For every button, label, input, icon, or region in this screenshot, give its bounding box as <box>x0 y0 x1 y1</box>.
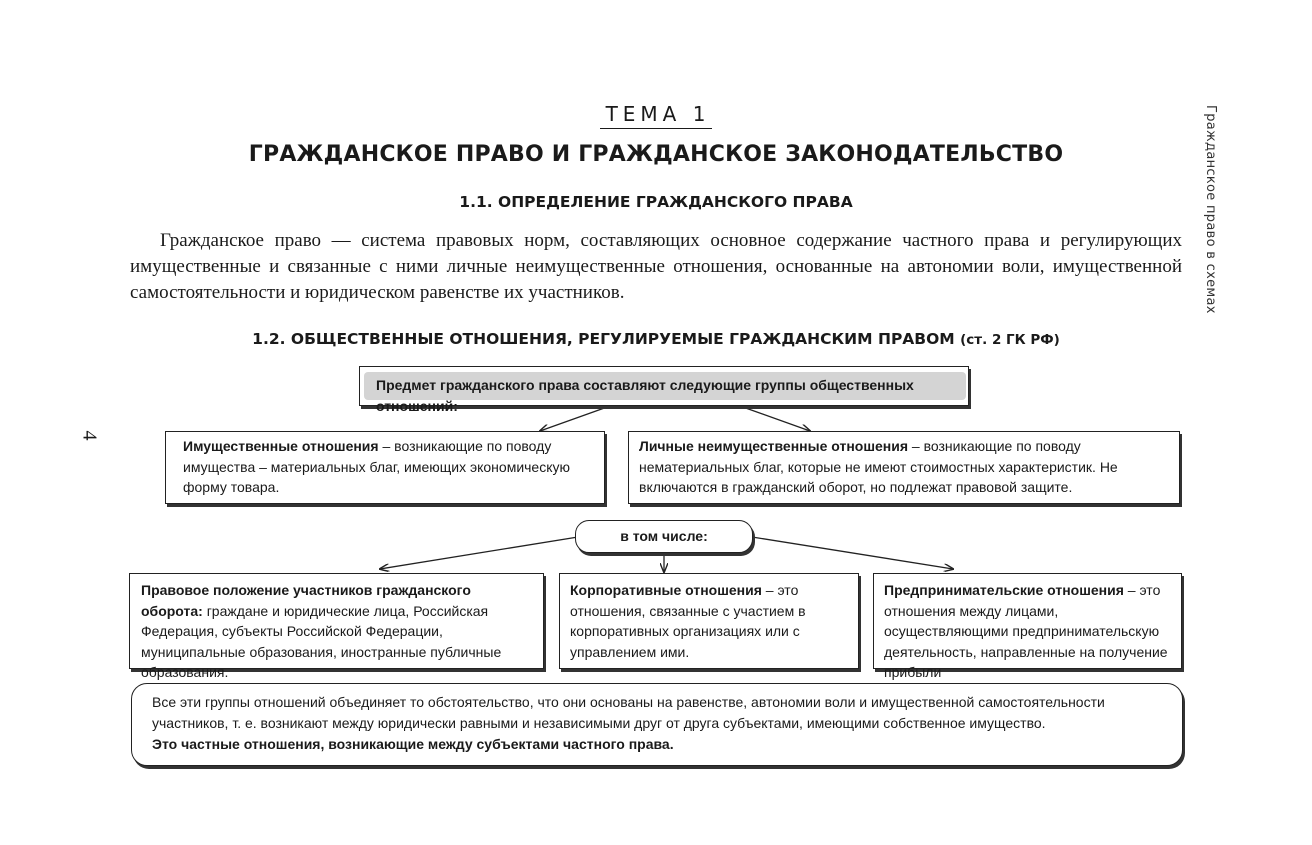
property-text: – возникающие по поводу имущества – материальных благ, имеющих экономическую форму товара. <box>183 438 570 495</box>
theme-label: ТЕМА 1 <box>0 102 1312 126</box>
personal-term: Личные неимущественные отношения <box>639 438 909 454</box>
section-1-title: 1.1. ОПРЕДЕЛЕНИЕ ГРАЖДАНСКОГО ПРАВА <box>459 193 853 211</box>
arrow-to-entrepreneurial <box>752 537 953 569</box>
personal-text: – возникающие по поводу нематериальных благ, которые не имеют стоимостных характеристик. Не включаются в гражданский оборот, но подлежат правовой защите. <box>639 438 1118 495</box>
definition-paragraph: Гражданское право — система правовых норм, составляющих основное содержание частного права и регулирующих имущественные и связанные с ними личные неимущественные отношения, основанные на автономии воли, имущественной самостоятельности и юридическом равенстве их участников. <box>130 230 1182 303</box>
page-number: 4 <box>78 430 101 441</box>
section-2-title-ref: (ст. 2 ГК РФ) <box>960 332 1060 348</box>
running-header: Гражданское право в схемах <box>1203 105 1218 314</box>
including-box: в том числе: <box>575 520 753 553</box>
personal-relations-box <box>628 431 1180 504</box>
arrow-to-legal-status <box>380 537 578 569</box>
summary-box <box>131 683 1183 766</box>
subject-box <box>359 366 969 414</box>
entrepreneurial-term: Предпринимательские отношения <box>884 582 1124 598</box>
legal-status-term: Правовое положение участников гражданского оборота: <box>141 582 471 619</box>
property-relations-box <box>165 431 605 504</box>
subject-text: Предмет гражданского права составляют следующие группы общественных отношений: <box>376 377 914 414</box>
summary-text: Все эти группы отношений объединяет то обстоятельство, что они основаны на равенстве, автономии воли и имущественной самостоятельности участников, т. е. возникают между юридически равными и независимыми друг от друга субъектами, имеющими собственное имущество. <box>152 694 1105 731</box>
entrepreneurial-relations-box <box>873 573 1182 680</box>
summary-bold: Это частные отношения, возникающие между субъектами частного права. <box>152 736 674 752</box>
corporate-relations-box <box>559 573 859 669</box>
arrow-to-property <box>540 406 610 431</box>
corporate-text: – это отношения, связанные с участием в корпоративных организациях или с управлением ими. <box>570 582 806 660</box>
legal-status-text: граждане и юридические лица, Российская Федерация, субъекты Российской Федерации, муниципальные образования, иностранные публичные образования. <box>141 602 502 680</box>
legal-status-box <box>129 573 544 680</box>
arrow-to-personal <box>740 406 810 431</box>
corporate-term: Корпоративные отношения <box>570 582 762 598</box>
section-2-title-text: 1.2. ОБЩЕСТВЕННЫЕ ОТНОШЕНИЯ, РЕГУЛИРУЕМЫЕ ГРАЖДАНСКИМ ПРАВОМ <box>252 330 955 348</box>
entrepreneurial-text: – это отношения между лицами, осуществляющими предпринимательскую деятельность, направленные на получение прибыли <box>884 582 1168 680</box>
main-title: ГРАЖДАНСКОЕ ПРАВО И ГРАЖДАНСКОЕ ЗАКОНОДАТЕЛЬСТВО <box>248 142 1064 167</box>
property-term: Имущественные отношения <box>183 438 379 454</box>
